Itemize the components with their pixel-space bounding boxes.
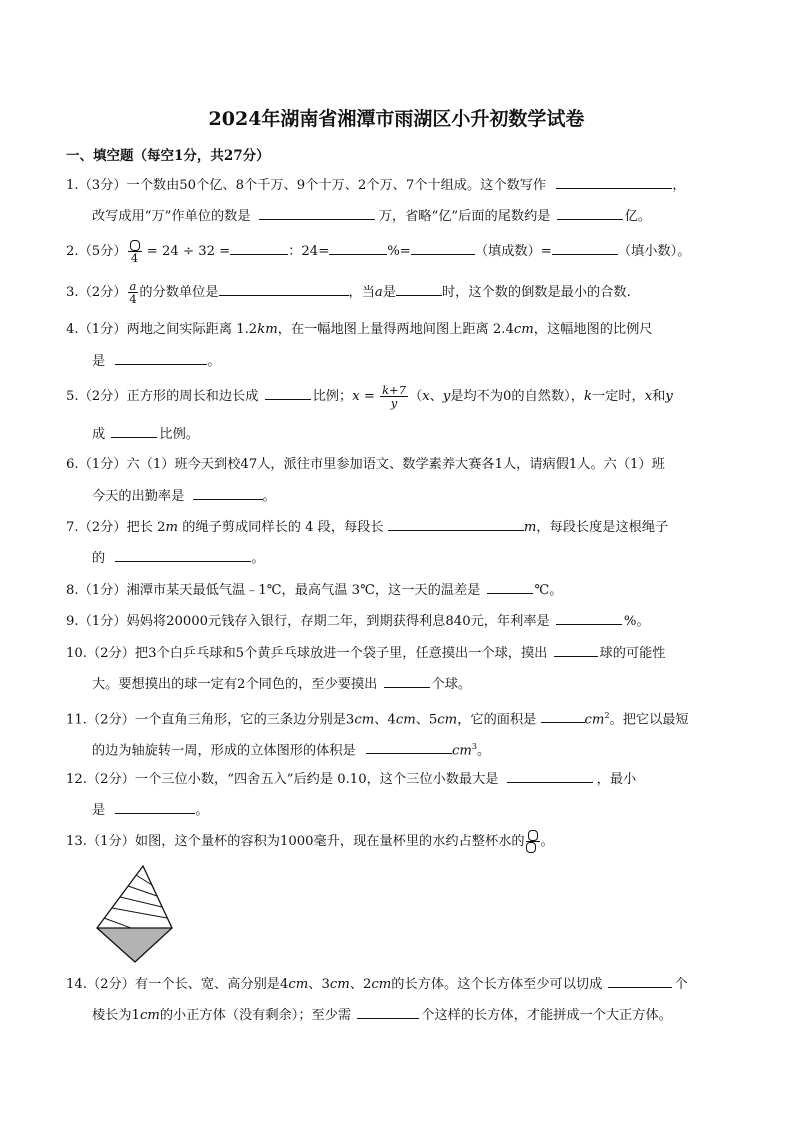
question-9: 9.（1分）妈妈将20000元钱存入银行，存期二年，到期获得利息840元，年利率是 %。 (66, 614, 650, 629)
answer-blank[interactable] (396, 283, 442, 296)
question-5-line-2: 成 比例。 (92, 427, 199, 442)
answer-blank[interactable] (219, 283, 349, 296)
answer-blank[interactable] (259, 207, 375, 220)
question-11-line-2: 的边为轴旋转一周，形成的立体图形的体积是 $cm^3$。 (92, 742, 491, 759)
answer-blank[interactable] (552, 242, 618, 255)
question-3: 3.（2分） $\frac{a}{4}$ 的分数单位是 ，当a是 时，这个数的倒数是最小的合数. (66, 279, 631, 306)
answer-blank[interactable] (384, 675, 430, 688)
question-6-line-2: 今天的出勤率是 。 (92, 489, 276, 504)
question-4-line-2: 是 。 (92, 354, 221, 369)
answer-blank[interactable] (115, 801, 195, 814)
question-5-line-1: 5.（2分）正方形的周长和边长成 比例；x = $\frac{k+7}{y}(x$、y是均不为0的自然数），k一定时，x和y (66, 383, 673, 410)
water-fill (97, 928, 172, 962)
question-1-line-2: 改写成用“万”作单位的数是 万，省略“亿”后面的尾数约是 亿。 (92, 209, 652, 224)
answer-blank[interactable] (541, 710, 585, 723)
answer-blank[interactable] (507, 770, 593, 783)
answer-blank[interactable] (556, 176, 672, 189)
answer-blank[interactable] (265, 387, 311, 400)
question-12-line-2: 是 。 (92, 803, 209, 818)
fraction: $\frac{a}{4}$ (129, 279, 137, 306)
question-14-line-2: 棱长为1cm的小正方体（没有剩余）；至少需 个这样的长方体，才能拼成一个大正方体。 (92, 1008, 672, 1023)
question-1-line-1: 1.（3分）一个数由50个亿、8个千万、9个十万、2个万、7个十组成。这个数写作 ， (66, 178, 686, 193)
question-4-line-1: 4.（1分）两地之间实际距离 1.2km，在一幅地图上量得两地间图上距离 2.4cm，这幅地图的比例尺 (66, 322, 653, 337)
question-11-line-1: 11.（2分）一个直角三角形，它的三条边分别是3cm、4cm、5cm，它的面积是 $cm^2$。把它以最短 (66, 711, 689, 728)
section-heading: 一、填空题（每空1分，共27分） (66, 148, 270, 164)
answer-blank[interactable] (487, 581, 533, 594)
answer-blank[interactable] (115, 549, 251, 562)
answer-blank[interactable] (329, 242, 387, 255)
question-6-line-1: 6.（1分）六（1）班今天到校47人，派往市里参加语文、数学素养大赛各1人，请病假1人。六（1）班 (66, 457, 665, 472)
answer-blank[interactable] (193, 487, 263, 500)
answer-blank[interactable] (111, 425, 157, 438)
answer-blank[interactable] (388, 518, 524, 531)
question-10-line-2: 大。要想摸出的球一定有2个同色的，至少要摸出 个球。 (92, 677, 472, 692)
answer-blank[interactable] (411, 242, 475, 255)
answer-blank[interactable] (557, 207, 623, 220)
question-2: 2.（5分） 4 = 24 ÷ 32 = ：24= %= （填成数）= （填小数）。 (66, 239, 690, 265)
measuring-cup-figure (95, 864, 177, 964)
answer-blank[interactable] (357, 1006, 419, 1019)
scale-mark (120, 897, 162, 907)
page-title: 2024年湖南省湘潭市雨湖区小升初数学试卷 (208, 108, 585, 130)
scale-mark (112, 908, 167, 918)
question-14-line-1: 14.（2分）有一个长、宽、高分别是4cm、3cm、2cm的长方体。这个长方体至少可以切成 个 (66, 977, 688, 992)
question-10-line-1: 10.（2分）把3个白乒乓球和5个黄乒乓球放进一个袋子里，任意摸出一个球，摸出 球的可能性 (66, 646, 666, 661)
answer-blank[interactable] (556, 612, 622, 625)
question-7-line-1: 7.（2分）把长 2m 的绳子剪成同样长的 4 段，每段长 m，每段长度是这根绳子 (66, 520, 669, 535)
fraction: $\frac{k+7}{y}$ (382, 383, 407, 410)
answer-blank[interactable] (230, 242, 288, 255)
fraction (526, 830, 540, 853)
question-12-line-1: 12.（2分）一个三位小数，“四舍五入”后约是 0.10，这个三位小数最大是 ，最小 (66, 772, 637, 787)
answer-blank[interactable] (115, 352, 207, 365)
question-8: 8.（1分）湘潭市某天最低气温﹣1℃，最高气温 3℃，这一天的温差是 ℃。 (66, 583, 563, 598)
answer-blank[interactable] (366, 741, 452, 754)
placeholder-box (130, 240, 140, 251)
scale-mark (104, 918, 131, 928)
answer-blank[interactable] (608, 975, 672, 988)
placeholder-box (526, 842, 536, 853)
question-13: 13.（1分）如图，这个量杯的容积为1000毫升，现在量杯里的水约占整杯水的 。 (66, 829, 554, 855)
fraction: 4 (128, 240, 142, 264)
answer-blank[interactable] (554, 644, 598, 657)
question-7-line-2: 的 。 (92, 551, 265, 566)
placeholder-box (528, 830, 538, 841)
